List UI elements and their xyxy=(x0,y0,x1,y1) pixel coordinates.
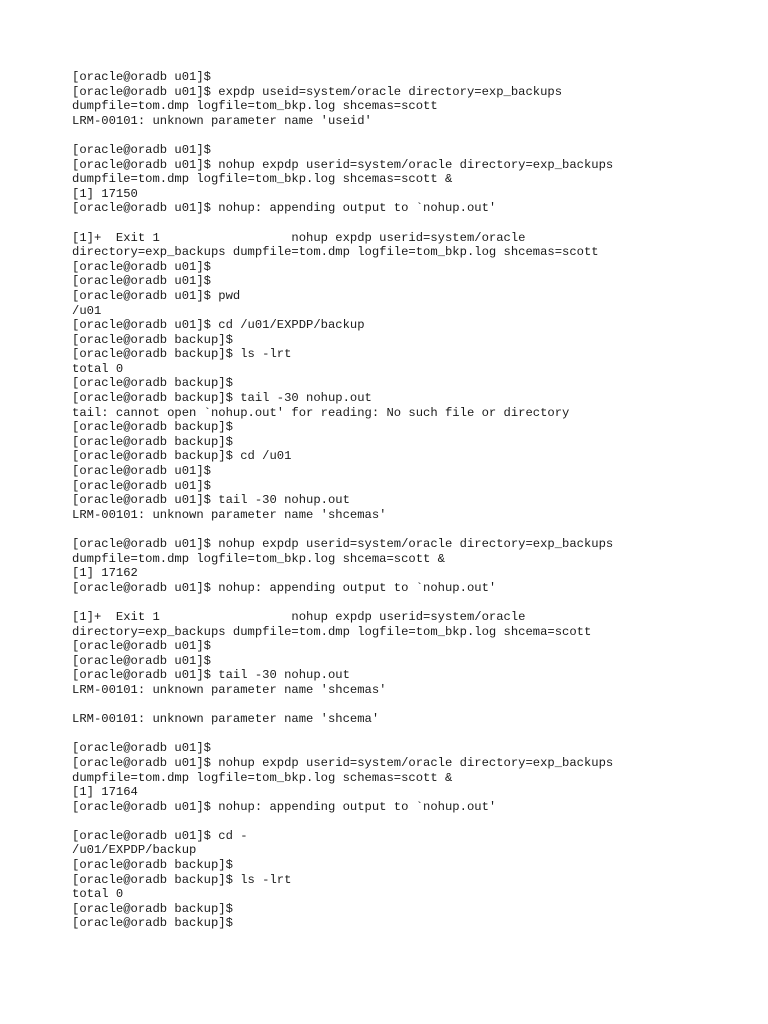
terminal-line: [oracle@oradb u01]$ xyxy=(72,653,211,668)
terminal-line: /u01/EXPDP/backup xyxy=(72,843,197,858)
terminal-line: [oracle@oradb backup]$ tail -30 nohup.out xyxy=(72,391,372,406)
blank-line xyxy=(72,727,752,742)
terminal-line: [1] 17162 xyxy=(72,566,138,581)
terminal-line: [oracle@oradb backup]$ xyxy=(72,420,233,435)
terminal-line: [1]+ Exit 1 nohup expdp userid=system/oracle xyxy=(72,230,526,245)
terminal-line: [oracle@oradb u01]$ xyxy=(72,70,211,84)
terminal-line: [oracle@oradb backup]$ xyxy=(72,858,233,873)
terminal-line: LRM-00101: unknown parameter name 'useid' xyxy=(72,113,372,128)
terminal-line: LRM-00101: unknown parameter name 'shcema' xyxy=(72,712,380,727)
terminal-line: [oracle@oradb u01]$ xyxy=(72,259,211,274)
terminal-line: tail: cannot open `nohup.out' for reading: No such file or directory xyxy=(72,405,570,420)
blank-line xyxy=(72,216,752,231)
terminal-line: [oracle@oradb u01]$ nohup: appending output to `nohup.out' xyxy=(72,201,497,216)
terminal-line: [oracle@oradb u01]$ xyxy=(72,464,211,479)
terminal-line: [oracle@oradb backup]$ xyxy=(72,434,233,449)
terminal-line: total 0 xyxy=(72,361,124,376)
terminal-line: [oracle@oradb backup]$ xyxy=(72,332,233,347)
blank-line xyxy=(72,522,752,537)
terminal-transcript xyxy=(72,70,752,931)
terminal-line: [oracle@oradb u01]$ xyxy=(72,274,211,289)
terminal-line: directory=exp_backups dumpfile=tom.dmp logfile=tom_bkp.log shcema=scott xyxy=(72,624,592,639)
blank-line xyxy=(72,698,752,713)
terminal-line: [oracle@oradb u01]$ cd - xyxy=(72,828,248,843)
terminal-line: [oracle@oradb u01]$ nohup: appending output to `nohup.out' xyxy=(72,799,497,814)
blank-line xyxy=(72,814,752,829)
terminal-line: [oracle@oradb u01]$ nohup expdp userid=system/oracle directory=exp_backups xyxy=(72,537,614,551)
terminal-line: /u01 xyxy=(72,303,102,318)
terminal-line: [oracle@oradb u01]$ nohup: appending output to `nohup.out' xyxy=(72,580,497,595)
terminal-line: dumpfile=tom.dmp logfile=tom_bkp.log shcema=scott & xyxy=(72,551,445,566)
terminal-line: [1]+ Exit 1 nohup expdp userid=system/oracle xyxy=(72,609,526,624)
terminal-line: LRM-00101: unknown parameter name 'shcemas' xyxy=(72,507,387,522)
terminal-line: dumpfile=tom.dmp logfile=tom_bkp.log shcemas=scott xyxy=(72,99,438,114)
terminal-line: [oracle@oradb backup]$ xyxy=(72,901,233,916)
terminal-line: [oracle@oradb u01]$ pwd xyxy=(72,288,241,303)
terminal-line: [oracle@oradb backup]$ xyxy=(72,916,233,931)
blank-line xyxy=(72,595,752,610)
terminal-line: LRM-00101: unknown parameter name 'shcemas' xyxy=(72,682,387,697)
terminal-line: [oracle@oradb backup]$ cd /u01 xyxy=(72,449,292,464)
terminal-line: [oracle@oradb backup]$ ls -lrt xyxy=(72,872,292,887)
terminal-line: [oracle@oradb u01]$ xyxy=(72,142,211,157)
terminal-line: [oracle@oradb u01]$ nohup expdp userid=system/oracle directory=exp_backups xyxy=(72,157,614,172)
terminal-line: directory=exp_backups dumpfile=tom.dmp logfile=tom_bkp.log shcemas=scott xyxy=(72,245,599,260)
terminal-line: dumpfile=tom.dmp logfile=tom_bkp.log schemas=scott & xyxy=(72,770,453,785)
blank-line xyxy=(72,128,752,143)
terminal-line: [oracle@oradb u01]$ xyxy=(72,478,211,493)
terminal-line: [oracle@oradb u01]$ xyxy=(72,639,211,654)
terminal-line: [oracle@oradb u01]$ cd /u01/EXPDP/backup xyxy=(72,318,365,333)
terminal-line: [oracle@oradb u01]$ tail -30 nohup.out xyxy=(72,493,350,508)
terminal-line: dumpfile=tom.dmp logfile=tom_bkp.log shcemas=scott & xyxy=(72,172,453,187)
terminal-line: [oracle@oradb u01]$ xyxy=(72,741,211,756)
terminal-line: [oracle@oradb backup]$ ls -lrt xyxy=(72,347,292,362)
terminal-line: [1] 17164 xyxy=(72,785,138,800)
terminal-line: [oracle@oradb u01]$ expdp useid=system/oracle directory=exp_backups xyxy=(72,84,563,99)
terminal-line: [oracle@oradb u01]$ tail -30 nohup.out xyxy=(72,668,350,683)
terminal-line: [oracle@oradb backup]$ xyxy=(72,376,233,391)
terminal-line: [oracle@oradb u01]$ nohup expdp userid=system/oracle directory=exp_backups xyxy=(72,755,614,770)
terminal-line: [1] 17150 xyxy=(72,186,138,201)
terminal-line: total 0 xyxy=(72,887,124,902)
